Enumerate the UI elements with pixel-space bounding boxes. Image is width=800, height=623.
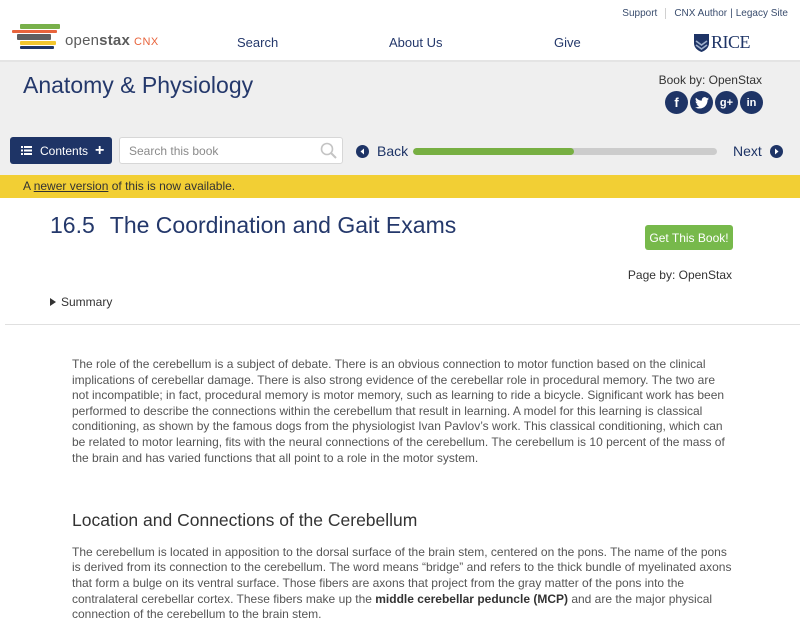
progress-fill xyxy=(413,148,574,155)
section-number: 16.5 xyxy=(50,212,95,238)
contents-button[interactable] xyxy=(10,137,112,164)
logo-stripe-green xyxy=(20,24,60,29)
logo-stripe-orange xyxy=(12,30,57,33)
reading-progress-bar xyxy=(413,148,717,155)
social-share xyxy=(665,91,763,114)
search-book-field[interactable] xyxy=(119,137,343,164)
newer-version-link[interactable]: newer version xyxy=(33,179,109,193)
plus-icon: + xyxy=(95,141,105,159)
page-author: Page by: OpenStax xyxy=(627,268,732,282)
logo-wordmark: openstax CNX xyxy=(65,32,159,49)
google-plus-icon[interactable]: g+ xyxy=(715,91,738,114)
next-button[interactable]: Next xyxy=(733,143,783,159)
legacy-site-link[interactable]: Legacy Site xyxy=(735,8,788,19)
section-heading: Location and Connections of the Cerebellum xyxy=(72,510,418,531)
book-toolbar xyxy=(0,137,800,165)
search-book-input[interactable] xyxy=(120,138,310,163)
cnx-author-link[interactable]: CNX Author xyxy=(674,8,728,19)
support-link[interactable]: Support xyxy=(622,8,658,19)
logo-stripe-yellow xyxy=(20,41,56,45)
body-paragraph: The cerebellum is located in apposition to the dorsal surface of the brain stem, centered on the pons. The name of the pons is derived from its connection to the cerebellum. The word means “bridge” and refers to the thick bundle of myelinated axons that form a bulge on its ventral surface. Those fibers are axons that project from the gray matter of the pons into the contralateral cerebellar cortex. These fibers make up the middle cerebellar peduncle (MCP) and are the major physical connection of the cerebellum to the brain stem. xyxy=(72,544,732,622)
divider: | xyxy=(730,8,733,19)
intro-paragraph: The role of the cerebellum is a subject of debate. There is an obvious connection to motor function based on the clinical implications of cerebellar damage. There is also strong evidence of the cerebellar role in procedural memory. The two are not incompatible; in fact, procedural memory is motor memory, such as learning to ride a bicycle. Significant work has been performed to describe the connections within the cerebellum that result in learning. A model for this learning is classical conditioning, as shown by the famous dogs from the physiologist Ivan Pavlov’s work. This classical conditioning, which can be related to motor learning, fits with the neural connections of the cerebellum. The cerebellum is 10 percent of the mass of the brain and has varied functions that all point to a role in the motor system. xyxy=(72,357,725,465)
list-icon xyxy=(21,146,32,155)
linkedin-icon[interactable]: in xyxy=(740,91,763,114)
contents-label: Contents xyxy=(40,143,89,158)
nav-give[interactable]: Give xyxy=(554,35,581,50)
page-title xyxy=(50,212,456,239)
nav-search[interactable]: Search xyxy=(237,35,279,50)
logo-stripe-navy xyxy=(20,46,54,49)
divider xyxy=(665,8,666,19)
rice-logo[interactable]: RICE xyxy=(694,32,750,53)
key-term: middle cerebellar peduncle (MCP) xyxy=(375,591,568,606)
arrow-left-icon xyxy=(356,145,369,158)
disclosure-triangle-icon xyxy=(50,298,56,306)
get-this-book-button[interactable]: Get This Book! xyxy=(645,225,733,250)
search-icon[interactable] xyxy=(320,142,337,159)
openstax-cnx-logo[interactable] xyxy=(12,24,172,56)
back-button[interactable]: Back xyxy=(356,143,408,159)
rice-shield-icon xyxy=(694,34,709,52)
book-title[interactable]: Anatomy & Physiology xyxy=(23,72,254,98)
newer-version-notice: A newer version of this is now available. xyxy=(0,175,800,198)
section-title: The Coordination and Gait Exams xyxy=(109,212,457,238)
book-author: Book by: OpenStax xyxy=(658,73,762,87)
site-header xyxy=(0,0,800,62)
page-content xyxy=(72,357,732,623)
utility-links xyxy=(622,8,788,19)
summary-toggle[interactable]: Summary xyxy=(50,295,112,309)
nav-about-us[interactable]: About Us xyxy=(389,35,443,50)
logo-stripe-gray xyxy=(17,34,51,40)
facebook-icon[interactable]: f xyxy=(665,91,688,114)
arrow-right-icon xyxy=(770,145,783,158)
divider xyxy=(5,324,800,325)
twitter-icon[interactable] xyxy=(690,91,713,114)
